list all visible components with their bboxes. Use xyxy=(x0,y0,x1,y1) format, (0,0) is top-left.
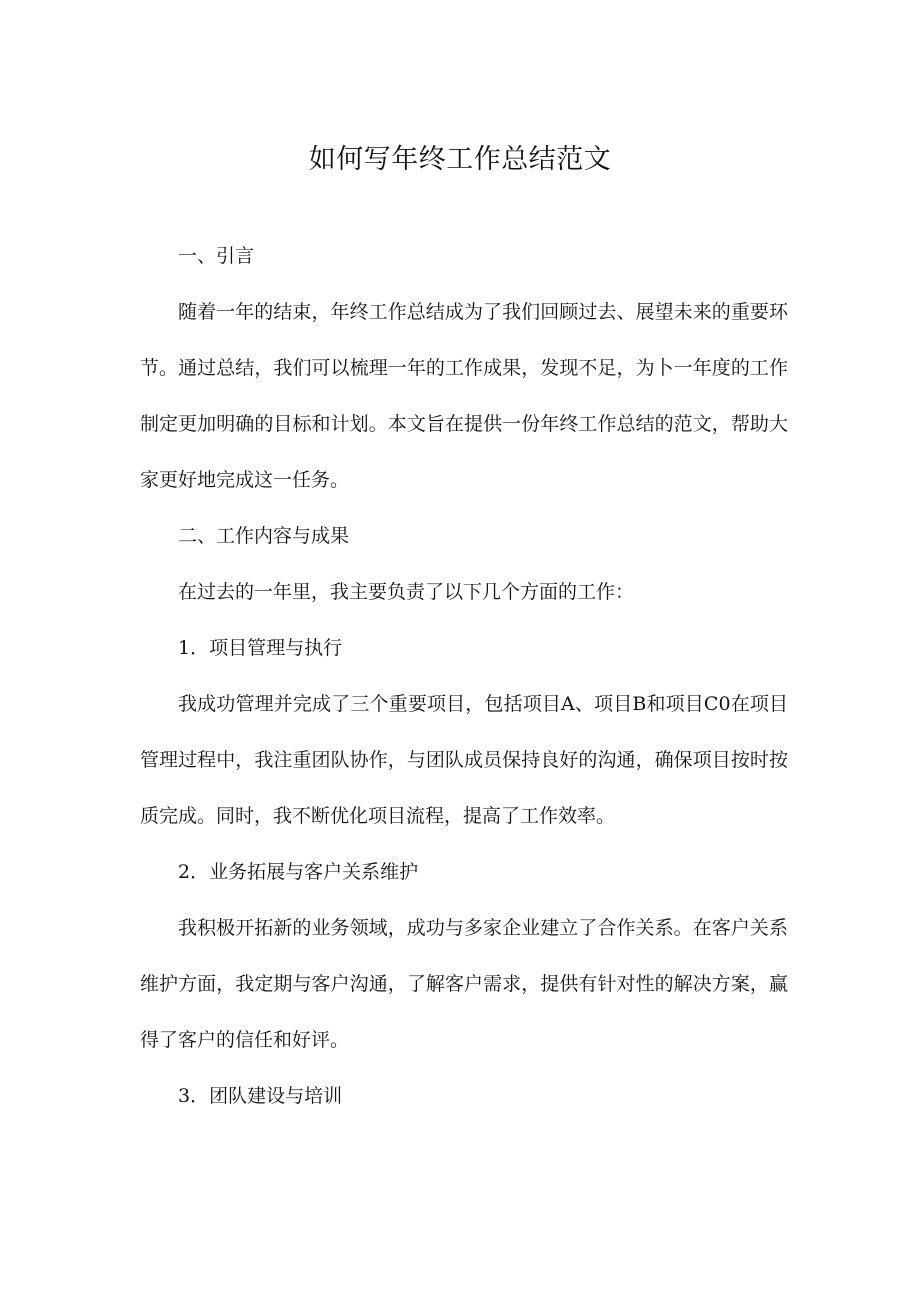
intro-paragraph: 随着一年的结束，年终工作总结成为了我们回顾过去、展望未来的重要环节。通过总结，我们可以梳理一年的工作成果，发现不足，为卜一年度的工作制定更加明确的目标和计划。本文旨在提供一份年终工作总结的范文，帮助大家更好地完成这一任务。 xyxy=(140,301,788,491)
document-title: 如何写年终工作总结范文 xyxy=(308,144,612,175)
work-intro-paragraph: 在过去的一年里，我主要负责了以下几个方面的工作： xyxy=(178,581,635,603)
subsection-heading-project-management: 1．项目管理与执行 xyxy=(178,637,343,659)
subsection-heading-team-building: 3．团队建设与培训 xyxy=(178,1085,343,1107)
section-heading-intro: 一、引言 xyxy=(178,245,255,267)
subsection-heading-business-expansion: 2．业务拓展与客户关系维护 xyxy=(178,861,419,883)
business-expansion-paragraph: 我积极开拓新的业务领域，成功与多家企业建立了合作关系。在客户关系维护方面，我定期与客户沟通，了解客户需求，提供有针对性的解决方案，赢得了客户的信任和好评。 xyxy=(140,917,788,1051)
project-management-paragraph: 我成功管理并完成了三个重要项目，包括项目A、项目B和项目C0在项目管理过程中，我注重团队协作，与团队成员保持良好的沟通，确保项目按时按质完成。同时，我不断优化项目流程，提高了工作效率。 xyxy=(140,693,788,827)
document-body xyxy=(140,228,788,1124)
section-heading-work: 二、工作内容与成果 xyxy=(178,525,350,547)
